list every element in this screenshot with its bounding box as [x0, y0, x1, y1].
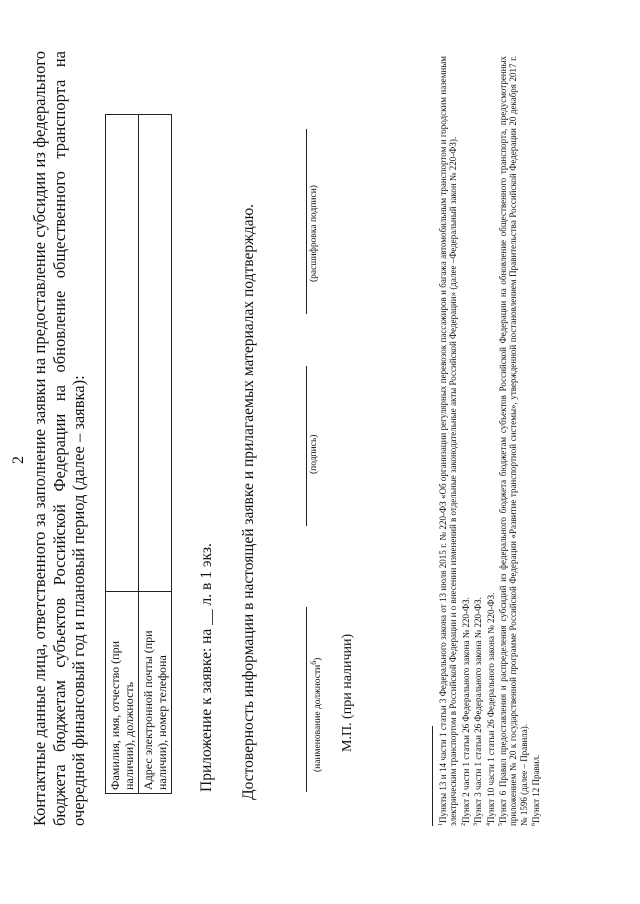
- position-signature-line: [306, 607, 307, 792]
- appendix-line: Приложение к заявке: на __ л. в 1 экз.: [198, 543, 215, 792]
- footnote-item: $^1$Пункты 13 и 14 части 1 статьи 3 Федерального закона от 13 июля 2015 г. № 220-ФЗ «Об организации регулярных перевозок пассажиров и багажа автомобильным транспортом и городским наземным электрическим транспортом в Российской Федерации и о внесении изменений в отдельные законодательные акты Российской Федерации» (далее –Федеральный закон № 220-ФЗ).: [438, 56, 459, 826]
- footnote-item: $^4$Пункт 10 части 1 статьи 26 Федерального закона № 220-ФЗ.: [485, 592, 496, 826]
- table-row: [139, 115, 172, 794]
- contact-email-label: Адрес электронной почты (при наличии), номер телефона: [139, 592, 172, 794]
- name-caption: (расшифровка подписи): [309, 185, 319, 282]
- footnote-item: $^5$Пункт 6 Правил предоставления и распределения субсидий из федерального бюджета бюджетам субъектов Российской Федерации на обновление общественного транспорта, предусмотренных приложением № 20 к государственной программе Российской Федерации «Развитие транспортной системы», утвержденной постановлением Правительства Российской Федерации 20 декабря 2017 г. № 1596 (далее – Правила).: [498, 56, 529, 826]
- footnote-item: $^3$Пункт 3 части 1 статьи 26 Федерального закона № 220-ФЗ.: [473, 597, 484, 826]
- contact-table: [105, 114, 172, 794]
- confirmation-line: Достоверность информации в настоящей заявке и прилагаемых материалах подтверждаю.: [240, 203, 257, 800]
- intro-paragraph: Контактные данные лица, ответственного за заполнение заявки на предоставление субсидии из федерального бюджета бюджетам субъектов Российской Федерации на обновление общественного транспорта на очередной финансовый год и плановый период (далее – заявка):: [30, 51, 88, 826]
- footnote-item: $^6$Пункт 12 Правил.: [531, 754, 542, 826]
- footnote-item: $^2$Пункт 2 части 1 статьи 26 Федерального закона № 220-ФЗ.: [460, 597, 471, 826]
- signature-line: [306, 366, 307, 526]
- position-caption: (наименование должности$^6$): [309, 657, 324, 772]
- signature-caption: (подпись): [309, 434, 319, 474]
- contact-name-value: [106, 115, 139, 592]
- stamp-label: М.П. (при наличии): [340, 633, 355, 752]
- page-number: 2: [10, 456, 27, 464]
- contact-name-label: Фамилия, имя, отчество (при наличии), должность: [106, 592, 139, 794]
- footnotes: [436, 56, 542, 826]
- table-row: [106, 115, 139, 794]
- name-signature-line: [306, 129, 307, 314]
- footnote-separator: [432, 726, 433, 826]
- contact-email-value: [139, 115, 172, 592]
